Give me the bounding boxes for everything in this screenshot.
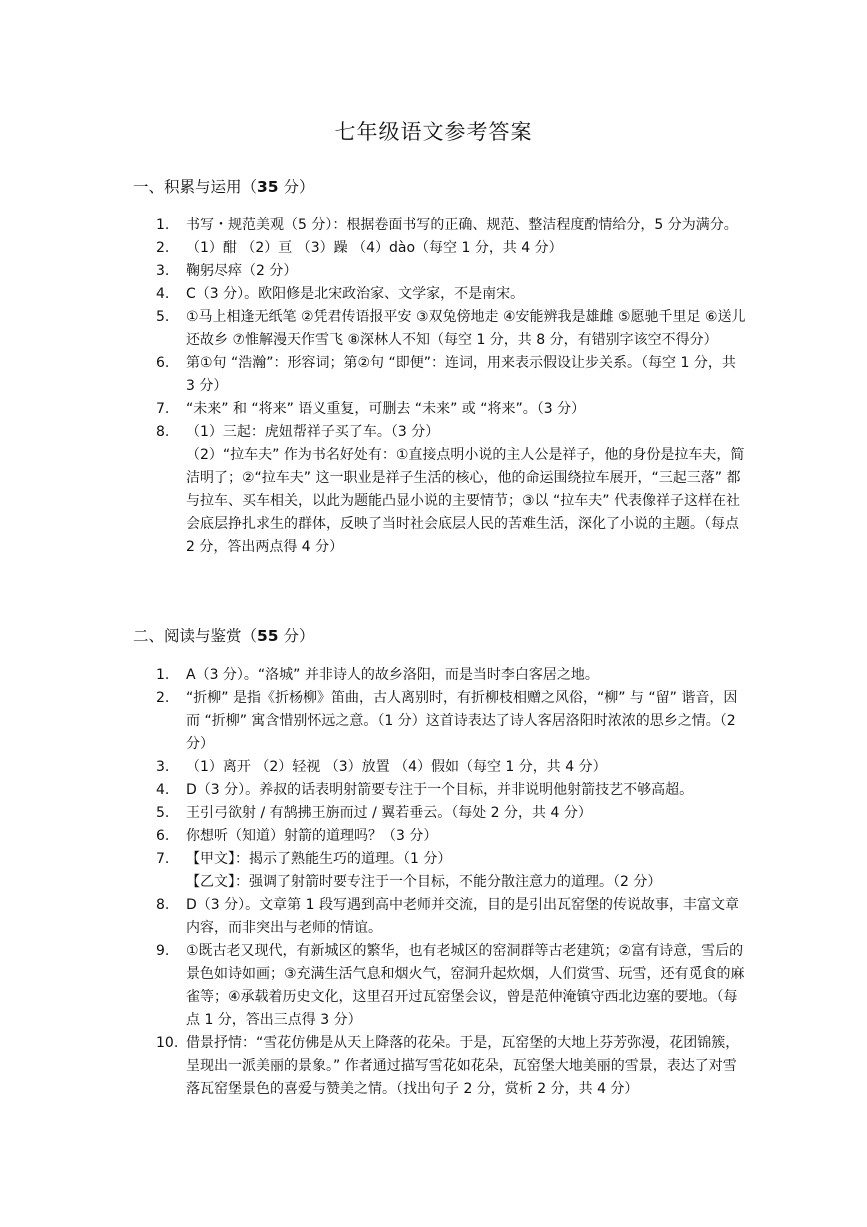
answer-text: 王引弓欲射 / 有鹄拂王旃而过 / 翼若垂云。（每处 2 分，共 4 分）	[186, 805, 592, 821]
answer-item	[156, 664, 746, 687]
answer-number: 2.	[156, 240, 170, 256]
section-heading-suffix: 分）	[278, 178, 315, 196]
answer-number: 4.	[156, 286, 170, 302]
answer-item	[156, 848, 746, 894]
answer-number: 5.	[156, 805, 170, 821]
answer-text: C（3 分）。欧阳修是北宋政治家、文学家，不是南宋。	[186, 286, 525, 302]
answer-item	[156, 306, 746, 352]
answer-text: 书写・规范美观（5 分）：根据卷面书写的正确、规范、整洁程度酌情给分，5 分为满分。	[186, 217, 738, 233]
answer-text: 借景抒情：“雪花仿佛是从天上降落的花朵。于是，瓦窑堡的大地上芬芳弥漫，花团锦簇，呈现出一派美丽的景象。” 作者通过描写雪花如花朵，瓦窑堡大地美丽的雪景，表达了对雪落瓦窑堡景色的喜爱与赞美之情。（找出句子 2 分，赏析 2 分，共 4 分）	[186, 1035, 740, 1097]
answer-number: 6.	[156, 355, 170, 371]
answer-text: 鞠躬尽瘁（2 分）	[186, 263, 298, 279]
section-heading-score: 55	[257, 627, 279, 645]
answer-item	[156, 398, 746, 421]
answer-number: 8.	[156, 424, 170, 440]
section-heading-prefix: 一、积累与运用（	[133, 178, 258, 196]
section-heading-score: 35	[257, 178, 279, 196]
answer-text: “未来” 和 “将来” 语义重复，可删去 “未来” 或 “将来”。（3 分）	[186, 401, 586, 417]
answer-number: 10.	[156, 1035, 179, 1051]
answer-text: （1）三起：虎妞帮祥子买了车。（3 分）	[186, 424, 440, 440]
answer-text: 【乙文】：强调了射箭时要专注于一个目标，不能分散注意力的道理。（2 分）	[186, 874, 662, 890]
answer-number: 1.	[156, 217, 170, 233]
answer-text: 你想听（知道）射箭的道理吗？（3 分）	[186, 828, 438, 844]
answer-item	[156, 237, 746, 260]
answer-text: ①马上相逢无纸笔 ②凭君传语报平安 ③双兔傍地走 ④安能辨我是雄雌 ⑤愿驰千里足 ⑥送儿还故乡 ⑦惟解漫天作雪飞 ⑧深林人不知（每空 1 分，共 8 分，有错别字该空不得分）	[186, 309, 746, 348]
answer-text: 第①句 “浩瀚”：形容词；第②句 “即便”：连词，用来表示假设让步关系。（每空 1 分，共 3 分）	[186, 355, 736, 394]
answer-text: A（3 分）。“洛城” 并非诗人的故乡洛阳，而是当时李白客居之地。	[186, 667, 599, 683]
answer-number: 6.	[156, 828, 170, 844]
section-heading-prefix: 二、阅读与鉴赏（	[133, 627, 258, 645]
answer-number: 8.	[156, 897, 170, 913]
section-1-list	[156, 214, 746, 559]
answer-item	[156, 802, 746, 825]
answer-text: （1）酣 （2）亘 （3）躁 （4）dào（每空 1 分，共 4 分）	[186, 240, 563, 256]
answer-number: 7.	[156, 401, 170, 417]
answer-number: 5.	[156, 309, 170, 325]
answer-item	[156, 687, 746, 756]
answer-text: （2）“拉车夫” 作为书名好处有：①直接点明小说的主人公是祥子，他的身份是拉车夫，简洁明了；②“拉车夫” 这一职业是祥子生活的核心，他的命运围绕拉车展开，“三起三落” 都与拉车、买车相关，以此为题能凸显小说的主要情节；③以 “拉车夫” 代表像祥子这样在社会底层挣扎求生的群体，反映了当时社会底层人民的苦难生活，深化了小说的主题。（每点 2 分，答出两点得 4 分）	[186, 447, 745, 555]
section-heading-suffix: 分）	[278, 627, 315, 645]
answer-text: 【甲文】：揭示了熟能生巧的道理。（1 分）	[186, 851, 452, 867]
answer-item	[156, 1032, 746, 1101]
answer-number: 3.	[156, 263, 170, 279]
answer-number: 4.	[156, 782, 170, 798]
answer-number: 7.	[156, 851, 170, 867]
answer-item	[156, 756, 746, 779]
answer-text: D（3 分）。文章第 1 段写遇到高中老师并交流，目的是引出瓦窑堡的传说故事，丰富文章内容，而非突出与老师的情谊。	[186, 897, 739, 936]
answer-item	[156, 283, 746, 306]
answer-item	[156, 260, 746, 283]
answer-item	[156, 894, 746, 940]
answer-item	[156, 421, 746, 559]
answer-number: 3.	[156, 759, 170, 775]
section-2-list	[156, 664, 746, 1101]
answer-item	[156, 779, 746, 802]
answer-item	[156, 940, 746, 1032]
answer-item	[156, 214, 746, 237]
answer-text: （1）离开 （2）轻视 （3）放置 （4）假如（每空 1 分，共 4 分）	[186, 759, 607, 775]
answer-text: D（3 分）。养叔的话表明射箭要专注于一个目标，并非说明他射箭技艺不够高超。	[186, 782, 694, 798]
answer-number: 9.	[156, 943, 170, 959]
answer-text: “折柳” 是指《折杨柳》笛曲，古人离别时，有折柳枝相赠之风俗，“柳” 与 “留” 谐音，因而 “折柳” 寓含惜别怀远之意。（1 分）这首诗表达了诗人客居洛阳时浓浓的思乡之情。（2 分）	[186, 690, 738, 752]
section-heading-1	[133, 175, 315, 197]
answer-item	[156, 825, 746, 848]
section-heading-2	[133, 624, 315, 646]
answer-item	[156, 352, 746, 398]
answer-number: 2.	[156, 690, 170, 706]
answer-number: 1.	[156, 667, 170, 683]
answer-text: ①既古老又现代，有新城区的繁华，也有老城区的窑洞群等古老建筑；②富有诗意，雪后的景色如诗如画；③充满生活气息和烟火气，窑洞升起炊烟，人们赏雪、玩雪，还有觅食的麻雀等；④承载着历史文化，这里召开过瓦窑堡会议，曾是范仲淹镇守西北边塞的要地。（每点 1 分，答出三点得 3 分）	[186, 943, 745, 1028]
page-title: 七年级语文参考答案	[334, 120, 533, 144]
